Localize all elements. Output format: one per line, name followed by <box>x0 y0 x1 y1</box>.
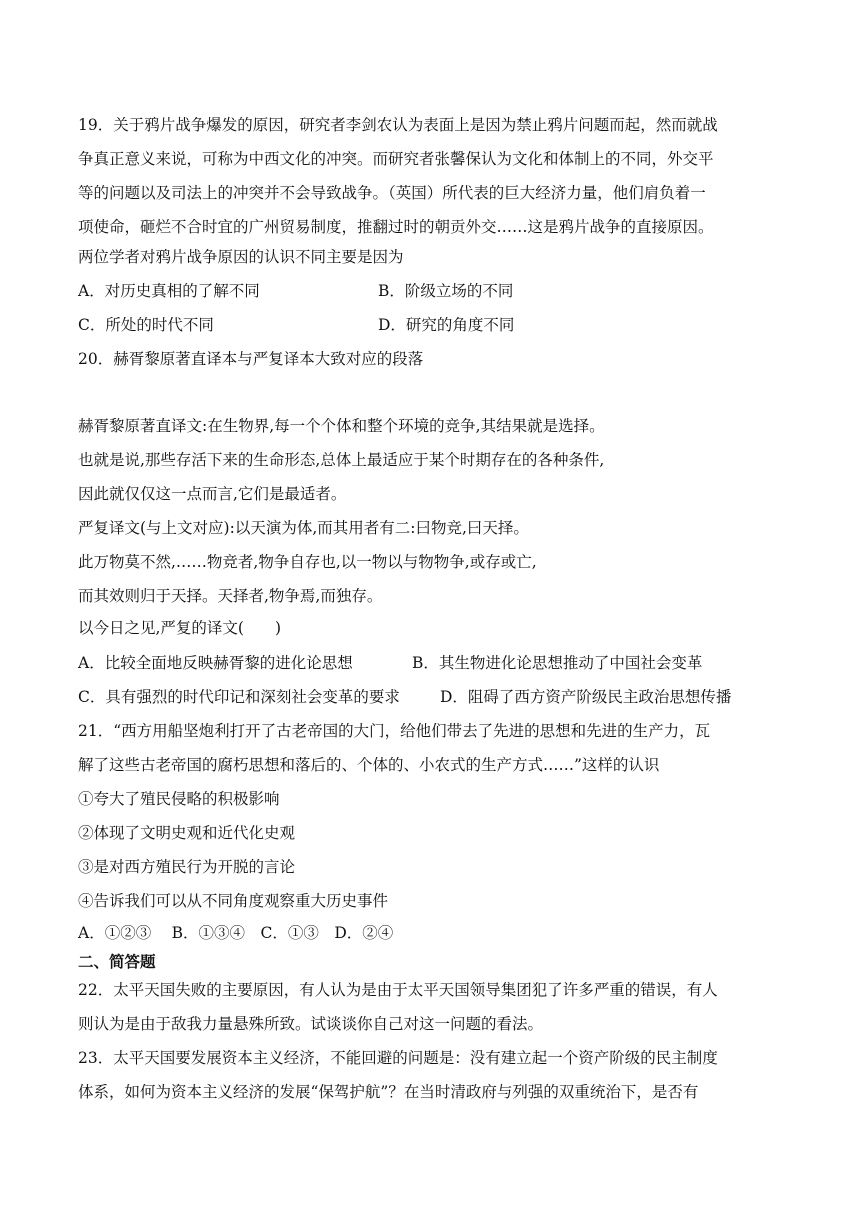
q20-stem: 20．赫胥黎原著直译本与严复译本大致对应的段落 <box>78 350 424 368</box>
q20-option-b: B．其生物进化论思想推动了中国社会变革 <box>412 654 703 672</box>
q21-item-2: ②体现了文明史观和近代化史观 <box>78 824 296 842</box>
q21-item-4: ④告诉我们可以从不同角度观察重大历史事件 <box>78 892 389 910</box>
q19-line-1: 19．关于鸦片战争爆发的原因，研究者李剑农认为表面上是因为禁止鸦片问题而起，然而就战 <box>78 116 718 134</box>
q20-passage-line-3: 因此就仅仅这一点而言,它们是最适者。 <box>78 485 347 503</box>
q21-options: A．①②③ B．①③④ C．①③ D．②④ <box>78 924 394 942</box>
q20-option-d: D．阻碍了西方资产阶级民主政治思想传播 <box>440 688 732 706</box>
q20-passage-line-2: 也就是说,那些存活下来的生命形态,总体上最适应于某个时期存在的各种条件, <box>78 451 605 469</box>
q21-line-2: 解了这些古老帝国的腐朽思想和落后的、个体的、小农式的生产方式……”这样的认识 <box>78 756 660 774</box>
q19-option-d: D．研究的角度不同 <box>378 316 515 334</box>
q20-option-c: C．具有强烈的时代印记和深刻社会变革的要求 <box>78 688 400 706</box>
q20-passage-line-6: 而其效则归于天择。天择者,物争焉,而独存。 <box>78 587 383 605</box>
q19-line-5: 两位学者对鸦片战争原因的认识不同主要是因为 <box>78 248 404 266</box>
q20-passage-line-5: 此万物莫不然,……物竞者,物争自存也,以一物以与物物争,或存或亡, <box>78 553 537 571</box>
q20-option-a: A．比较全面地反映赫胥黎的进化论思想 <box>78 654 353 672</box>
q19-option-a: A．对历史真相的了解不同 <box>78 282 260 300</box>
q23-line-1: 23．太平天国要发展资本主义经济，不能回避的问题是：没有建立起一个资产阶级的民主制度 <box>78 1049 718 1067</box>
q23-line-2: 体系，如何为资本主义经济的发展“保驾护航”？在当时清政府与列强的双重统治下，是否有 <box>78 1083 699 1101</box>
q19-line-2: 争真正意义来说，可称为中西文化的冲突。而研究者张馨保认为文化和体制上的不同，外交平 <box>78 150 714 168</box>
section-heading: 二、简答题 <box>78 953 156 971</box>
q19-option-c: C．所处的时代不同 <box>78 316 214 334</box>
q20-passage-line-1: 赫胥黎原著直译文:在生物界,每一个个体和整个环境的竞争,其结果就是选择。 <box>78 417 605 435</box>
q22-line-2: 则认为是由于敌我力量悬殊所致。试谈谈你自己对这一问题的看法。 <box>78 1015 544 1033</box>
q19-option-b: B．阶级立场的不同 <box>378 282 514 300</box>
q19-line-3: 等的问题以及司法上的冲突并不会导致战争。（英国）所代表的巨大经济力量，他们肩负着一 <box>78 184 706 202</box>
q20-passage-line-4: 严复译文(与上文对应):以天演为体,而其用者有二:曰物竞,曰天择。 <box>78 519 529 537</box>
q21-line-1: 21．“西方用船坚炮利打开了古老帝国的大门，给他们带去了先进的思想和先进的生产力，瓦 <box>78 722 711 740</box>
q21-item-1: ①夸大了殖民侵略的积极影响 <box>78 790 280 808</box>
q22-line-1: 22．太平天国失败的主要原因，有人认为是由于太平天国领导集团犯了许多严重的错误，有人 <box>78 981 718 999</box>
q19-line-4: 项使命，砸烂不合时宜的广州贸易制度，推翻过时的朝贡外交……这是鸦片战争的直接原因。 <box>78 218 714 236</box>
q21-item-3: ③是对西方殖民行为开脱的言论 <box>78 858 296 876</box>
q20-question: 以今日之见,严复的译文( ) <box>78 619 282 637</box>
